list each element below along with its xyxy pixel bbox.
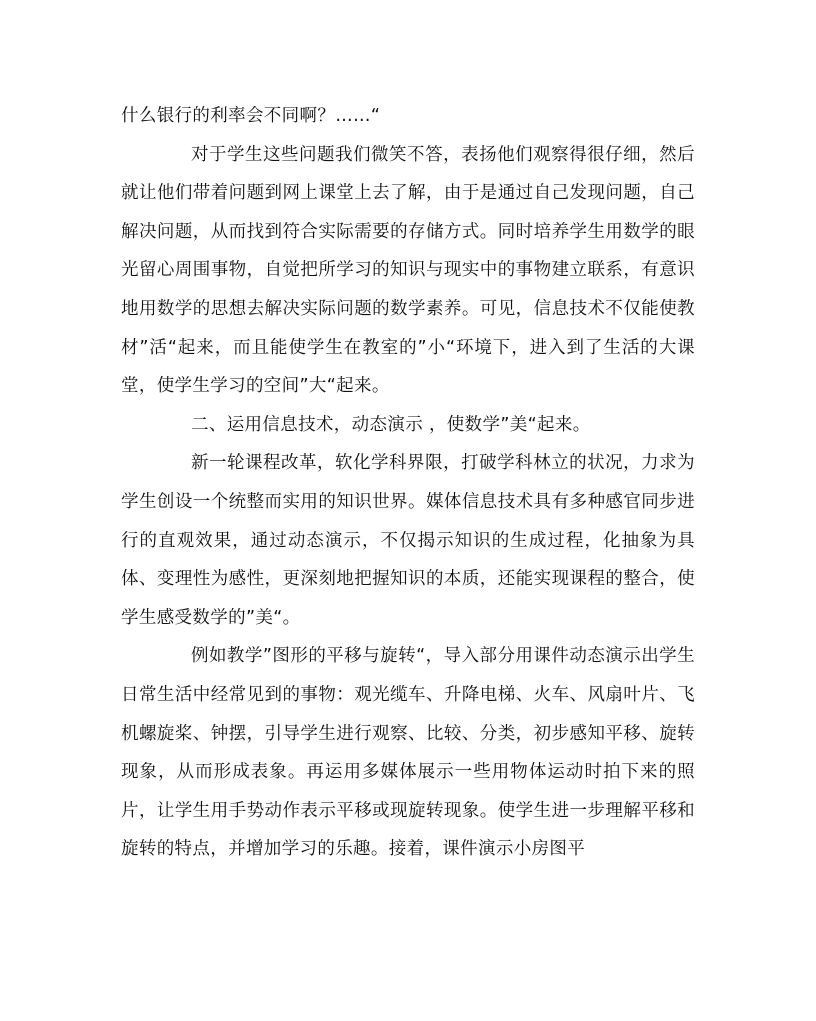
paragraph-teacher-response: 对于学生这些问题我们微笑不答，表扬他们观察得很仔细，然后就让他们带着问题到网上课堂上去了解，由于是通过自己发现问题，自己解决问题，从而找到符合实际需要的存储方式。同时培养学生用数学的眼光留心周围事物，自觉把所学习的知识与现实中的事物建立联系，有意识地用数学的思想去解决实际问题的数学素养。可见，信息技术不仅能使教材”活“起来，而且能使学生在教室的”小“环境下，进入到了生活的大课堂，使学生学习的空间”大“起来。 xyxy=(121,144,695,397)
paragraph-curriculum-reform: 新一轮课程改革，软化学科界限，打破学科林立的状况，力求为学生创设一个统整而实用的知识世界。媒体信息技术具有多种感官同步进行的直观效果，通过动态演示，不仅揭示知识的生成过程，化抽象为具体、变理性为感性，更深刻地把握知识的本质，还能实现课程的整合，使学生感受数学的”美“。 xyxy=(121,453,695,628)
paragraph-example-translation-rotation: 例如教学”图形的平移与旋转“，导入部分用课件动态演示出学生日常生活中经常见到的事物：观光缆车、升降电梯、火车、风扇叶片、飞机螺旋桨、钟摆，引导学生进行观察、比较、分类，初步感知平移、旋转现象，从而形成表象。再运用多媒体展示一些用物体运动时拍下来的照片，让学生用手势动作表示平移或现旋转现象。使学生进一步理解平移和旋转的特点，并增加学习的乐趣。接着，课件演示小房图平 xyxy=(121,646,695,860)
paragraph-continuation: 什么银行的利率会不同啊？……“ xyxy=(121,106,381,126)
document-body xyxy=(121,97,695,869)
section-heading: 二、运用信息技术，动态演示 ，使数学”美“起来。 xyxy=(191,414,591,435)
